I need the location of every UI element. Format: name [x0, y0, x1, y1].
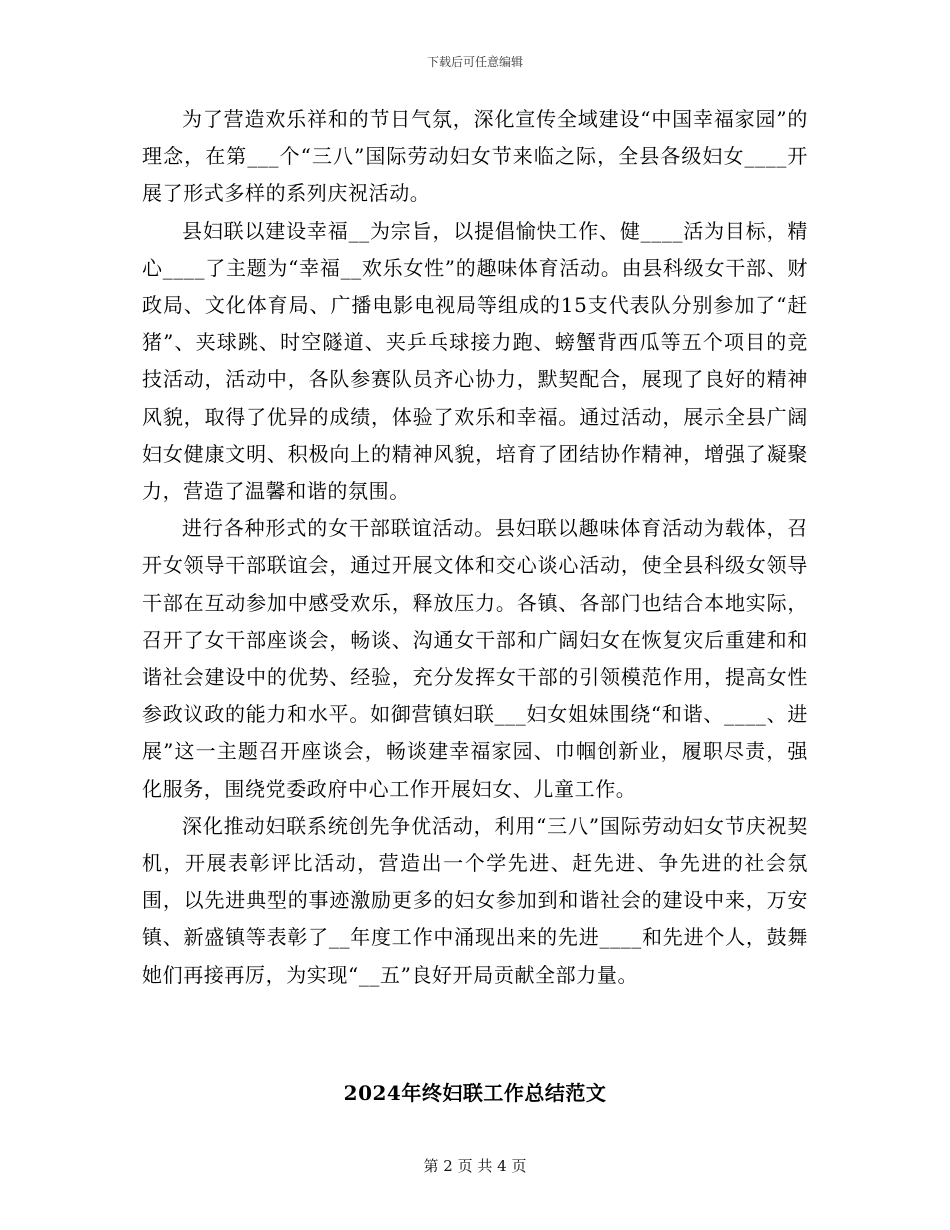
section-title: 2024年终妇联工作总结范文	[343, 1081, 607, 1105]
paragraph-3: 进行各种形式的女干部联谊活动。县妇联以趣味体育活动为载体，召开女领导干部联谊会，通过开展文体和交心谈心活动，使全县科级女领导干部在互动参加中感受欢乐，释放压力。各镇、各部门也结合本地实际，召开了女干部座谈会，畅谈、沟通女干部和广阔妇女在恢复灾后重建和和谐社会建设中的优势、经验，充分发挥女干部的引领模范作用，提高女性参政议政的能力和水平。如御营镇妇联___妇女姐妹围绕“和谐、____、进展”这一主题召开座谈会，畅谈建幸福家园、巾帼创新业，履职尽责，强化服务，围绕党委政府中心工作开展妇女、儿童工作。	[142, 516, 808, 801]
paragraph-2: 县妇联以建设幸福__为宗旨，以提倡愉快工作、健____活为目标，精心____了主题为“幸福__欢乐女性”的趣味体育活动。由县科级女干部、财政局、文化体育局、广播电影电视局等组成的15支代表队分别参加了“赶猪”、夹球跳、时空隧道、夹乒乓球接力跑、螃蟹背西瓜等五个项目的竞技活动，活动中，各队参赛队员齐心协力，默契配合，展现了良好的精神风貌，取得了优异的成绩，体验了欢乐和幸福。通过活动，展示全县广阔妇女健康文明、积极向上的精神风貌，培育了团结协作精神，增强了凝聚力，营造了温馨和谐的氛围。	[142, 218, 808, 504]
page-number: 第 2 页 共 4 页	[423, 1157, 527, 1175]
document-body	[142, 101, 808, 994]
paragraph-1: 为了营造欢乐祥和的节日气氛，深化宣传全域建设“中国幸福家园”的理念，在第___个“三八”国际劳动妇女节来临之际，全县各级妇女____开展了形式多样的系列庆祝活动。	[142, 107, 808, 206]
page-header-note: 下载后可任意编辑	[426, 55, 523, 69]
paragraph-4: 深化推动妇联系统创先争优活动，利用“三八”国际劳动妇女节庆祝契机，开展表彰评比活动，营造出一个学先进、赶先进、争先进的社会氛围，以先进典型的事迹激励更多的妇女参加到和谐社会的建设中来，万安镇、新盛镇等表彰了__年度工作中涌现出来的先进____和先进个人，鼓舞她们再接再厉，为实现“__五”良好开局贡献全部力量。	[142, 813, 808, 987]
